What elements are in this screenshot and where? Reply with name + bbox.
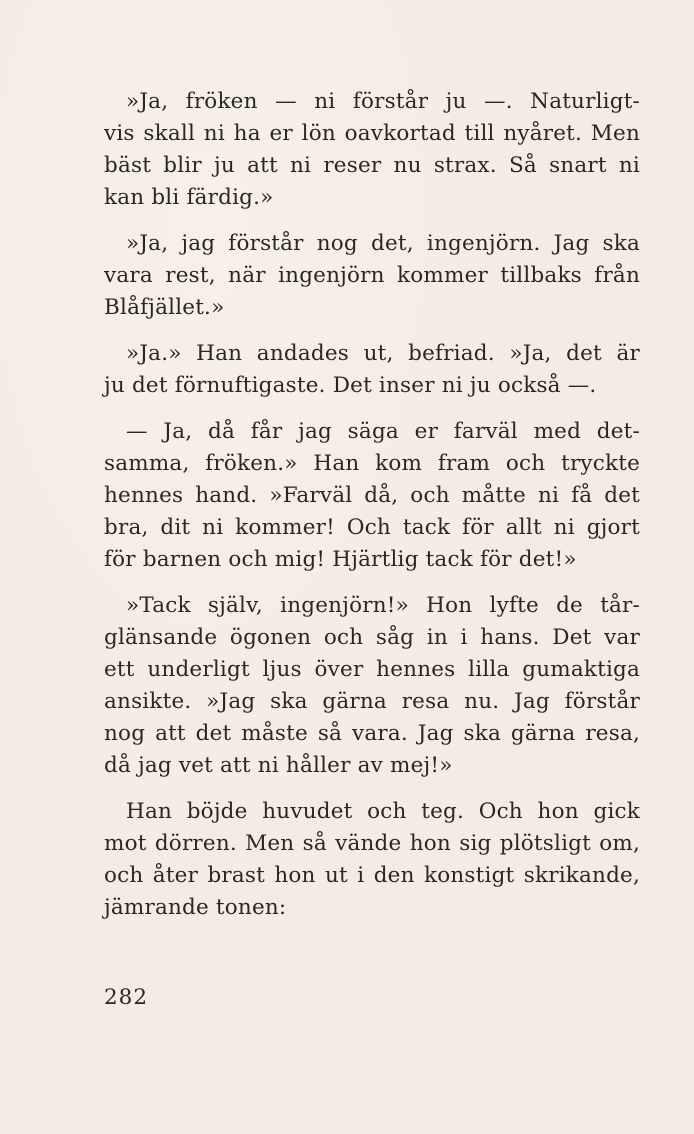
text-line: hennes hand. »Farväl då, och måtte ni få det <box>104 483 640 508</box>
text-line: »Ja.» Han andades ut, befriad. »Ja, det är <box>126 341 640 366</box>
paragraph-5 <box>104 590 640 782</box>
text-line: nog att det måste så vara. Jag ska gärna resa, <box>104 721 640 746</box>
text-line: samma, fröken.» Han kom fram och tryckte <box>104 451 640 476</box>
text-line: ansikte. »Jag ska gärna resa nu. Jag förstår <box>104 689 640 714</box>
text-line: mot dörren. Men så vände hon sig plötsligt om, <box>104 831 640 856</box>
text-line: kan bli färdig.» <box>104 185 274 210</box>
text-line: jämrande tonen: <box>104 895 287 920</box>
text-line: Blåfjället.» <box>104 295 225 320</box>
text-line: och åter brast hon ut i den konstigt skrikande, <box>104 863 640 888</box>
text-line: vis skall ni ha er lön oavkortad till nyåret. Men <box>104 121 640 146</box>
paragraph-1 <box>104 86 640 214</box>
text-line: Han böjde huvudet och teg. Och hon gick <box>126 799 640 824</box>
text-line: glänsande ögonen och såg in i hans. Det var <box>104 625 640 650</box>
text-line: »Ja, jag förstår nog det, ingenjörn. Jag ska <box>126 231 640 256</box>
text-line: för barnen och mig! Hjärtlig tack för det!» <box>104 547 577 572</box>
paragraph-4 <box>104 416 640 576</box>
text-line: »Ja, fröken — ni förstår ju —. Naturligt- <box>126 89 640 114</box>
body-text <box>104 86 640 938</box>
paragraph-3 <box>104 338 640 402</box>
paragraph-2 <box>104 228 640 324</box>
text-line: — Ja, då får jag säga er farväl med det- <box>126 419 640 444</box>
text-line: ju det förnuftigaste. Det inser ni ju också —. <box>104 373 597 398</box>
text-line: vara rest, när ingenjörn kommer tillbaks från <box>104 263 640 288</box>
text-line: »Tack själv, ingenjörn!» Hon lyfte de tår- <box>126 593 640 618</box>
text-line: bäst blir ju att ni reser nu strax. Så snart ni <box>104 153 640 178</box>
text-line: ett underligt ljus över hennes lilla gumaktiga <box>104 657 640 682</box>
text-line: då jag vet att ni håller av mej!» <box>104 753 453 778</box>
page-number: 282 <box>104 985 149 1010</box>
text-line: bra, dit ni kommer! Och tack för allt ni gjort <box>104 515 640 540</box>
paragraph-6 <box>104 796 640 924</box>
